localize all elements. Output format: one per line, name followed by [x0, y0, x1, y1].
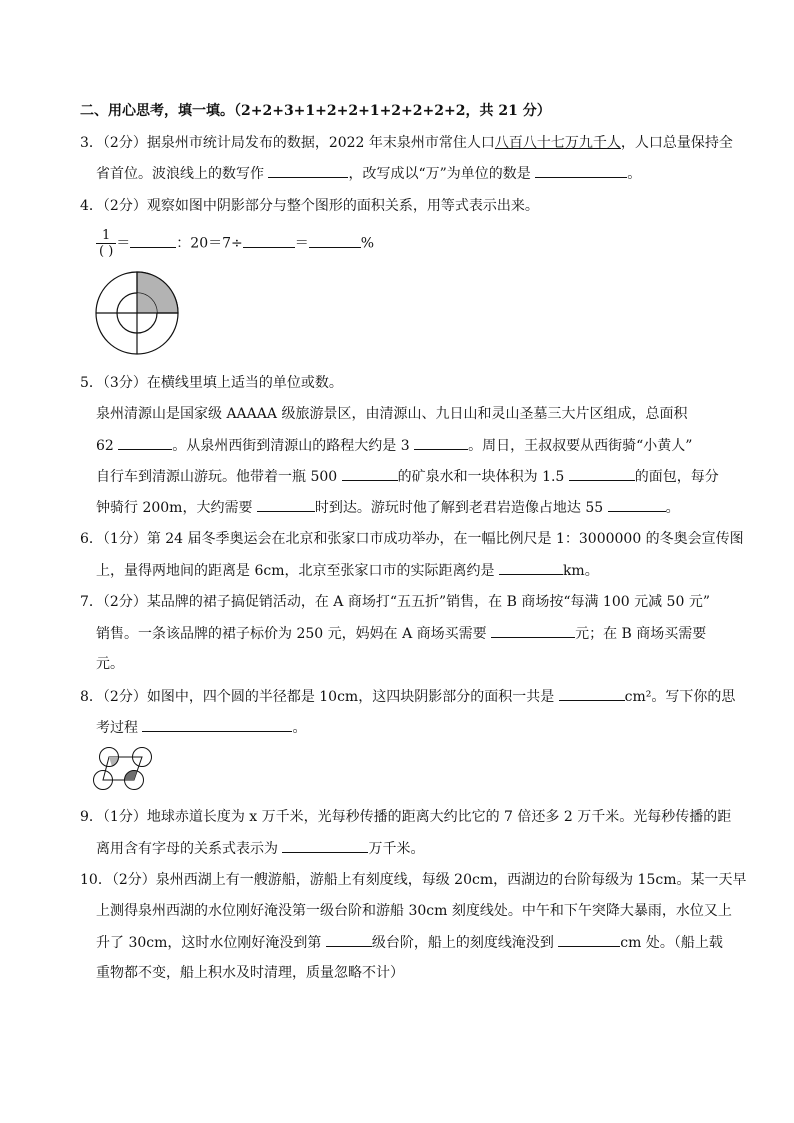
- q5-blank-1[interactable]: [118, 435, 172, 450]
- q7-line2: [96, 623, 706, 644]
- q5-blank-6[interactable]: [608, 497, 666, 512]
- q8-blank-1[interactable]: [559, 686, 625, 701]
- q8-line2: [96, 717, 306, 738]
- q4-equation: [96, 228, 374, 259]
- q4-circle-figure: [94, 270, 180, 356]
- q4-blank-2[interactable]: [243, 233, 295, 248]
- q8-text: 考过程: [96, 720, 138, 736]
- q3-text: 3．（2分）据泉州市统计局发布的数据，2022 年末泉州市常住人口: [80, 135, 495, 151]
- q3-blank-2[interactable]: [535, 163, 627, 178]
- q7-text: 销售。一条该品牌的裙子标价为 250 元，妈妈在 A 商场买需要: [96, 626, 487, 642]
- q5-text: 。从泉州西街到清源山的路程大约是 3: [172, 438, 410, 454]
- q10-text: cm 处。（船上载: [620, 935, 723, 951]
- q7-line1: 7．（2分）某品牌的裙子搞促销活动，在 A 商场打“五五折”销售，在 B 商场按“每满 100 元减 50 元”: [80, 594, 710, 610]
- q4-frac-den: ( ): [99, 244, 114, 259]
- q10-blank-1[interactable]: [326, 932, 372, 947]
- q5-blank-2[interactable]: [414, 435, 468, 450]
- q8-text: 。: [292, 720, 307, 736]
- q6-text: 上，量得两地间的距离是 6cm，北京至张家口市的实际距离约是: [96, 563, 495, 579]
- q4-fraction: [96, 228, 116, 259]
- q8-parallelogram: [103, 757, 142, 780]
- q6-text: km。: [562, 563, 599, 579]
- q7-text: 元；在 B 商场买需要: [575, 626, 707, 642]
- q3-line1: [80, 133, 733, 153]
- q7-line3: 元。: [96, 656, 124, 672]
- q5-text: 的面包，每分: [634, 469, 719, 485]
- q9-line2: [96, 838, 424, 859]
- q6-line2: [96, 560, 599, 581]
- q8-blank-2[interactable]: [142, 717, 292, 732]
- q5-blank-4[interactable]: [569, 466, 635, 481]
- q10-text: 级台阶，船上的刻度线淹没到: [371, 935, 554, 951]
- q10-text: 升了 30cm，这时水位刚好淹没到第: [96, 935, 322, 951]
- q10-blank-2[interactable]: [558, 932, 620, 947]
- q4-frac-num: 1: [96, 228, 116, 244]
- q4-text: %: [360, 235, 375, 252]
- q3-text: ，人口总量保持全: [620, 135, 733, 151]
- q5-text: 时到达。游玩时他了解到老君岩造像占地达 55: [314, 500, 604, 516]
- q10-line3: [96, 932, 723, 953]
- q9-line1: 9．（1分）地球赤道长度为 x 万千米，光每秒传播的距离大约比它的 7 倍还多 2 万千米。光每秒传播的距: [80, 809, 732, 825]
- q3-text: ，改写成以“万”为单位的数是: [348, 166, 531, 182]
- q8-text: 8．（2分）如图中，四个圆的半径都是 10cm，这四块阴影部分的面积一共是: [80, 689, 555, 705]
- q4-text: ＝: [116, 235, 131, 252]
- q10-line4: 重物都不变，船上积水及时清理，质量忽略不计）: [96, 965, 404, 981]
- q5-line4: [96, 466, 719, 487]
- q9-blank[interactable]: [282, 838, 368, 853]
- q5-text: 的矿泉水和一块体积为 1.5: [397, 469, 565, 485]
- q3-text: 省首位。波浪线上的数写作: [96, 166, 264, 182]
- q5-line5: [96, 497, 680, 518]
- q5-line2: 泉州清源山是国家级 AAAAA 级旅游景区，由清源山、九日山和灵山圣墓三大片区组成，总面积: [96, 406, 688, 422]
- q7-blank-1[interactable]: [491, 623, 575, 638]
- q5-text: 钟骑行 200m，大约需要: [96, 500, 253, 516]
- q5-line3: [96, 435, 692, 456]
- q4-text: ＝: [294, 235, 309, 252]
- q3-text: 。: [627, 166, 642, 182]
- q9-text: 离用含有字母的关系式表示为: [96, 841, 278, 857]
- q5-text: 。: [665, 500, 680, 516]
- section-title: 二、用心思考，填一填。（2+2+3+1+2+2+1+2+2+2+2，共 21 分）: [80, 103, 551, 119]
- q9-text: 万千米。: [368, 841, 425, 857]
- q4-blank-1[interactable]: [130, 233, 176, 248]
- q5-line1: 5．（3分）在横线里填上适当的单位或数。: [80, 375, 343, 391]
- q5-blank-3[interactable]: [342, 466, 398, 481]
- q5-text: 。周日，王叔叔要从西街骑“小黄人”: [468, 438, 693, 454]
- q8-text: cm²。写下你的思: [624, 689, 736, 705]
- q8-circles-figure: [93, 746, 159, 790]
- q8-line1: [80, 686, 735, 707]
- q3-wavy-number: 八百八十七万九千人: [494, 135, 621, 151]
- q5-text: 62: [96, 438, 114, 454]
- q6-line1: 6．（1分）第 24 届冬季奥运会在北京和张家口市成功举办，在一幅比例尺是 1：3000000 的冬奥会宣传图: [80, 531, 744, 547]
- q6-blank[interactable]: [499, 560, 563, 575]
- q3-blank-1[interactable]: [268, 163, 348, 178]
- q5-blank-5[interactable]: [257, 497, 315, 512]
- q3-line2: [96, 163, 641, 184]
- q4-text: ：20＝7÷: [176, 235, 243, 252]
- q4-blank-3[interactable]: [309, 233, 361, 248]
- q10-line2: 上测得泉州西湖的水位刚好淹没第一级台阶和游船 30cm 刻度线处。中午和下午突降大暴雨，水位又上: [96, 903, 732, 919]
- q5-text: 自行车到清源山游玩。他带着一瓶 500: [96, 469, 338, 485]
- q10-line1: 10．（2分）泉州西湖上有一艘游船，游船上有刻度线，每级 20cm，西湖边的台阶每级为 15cm。某一天早: [80, 872, 747, 888]
- q4-line1: 4．（2分）观察如图中阴影部分与整个图形的面积关系，用等式表示出来。: [80, 198, 539, 214]
